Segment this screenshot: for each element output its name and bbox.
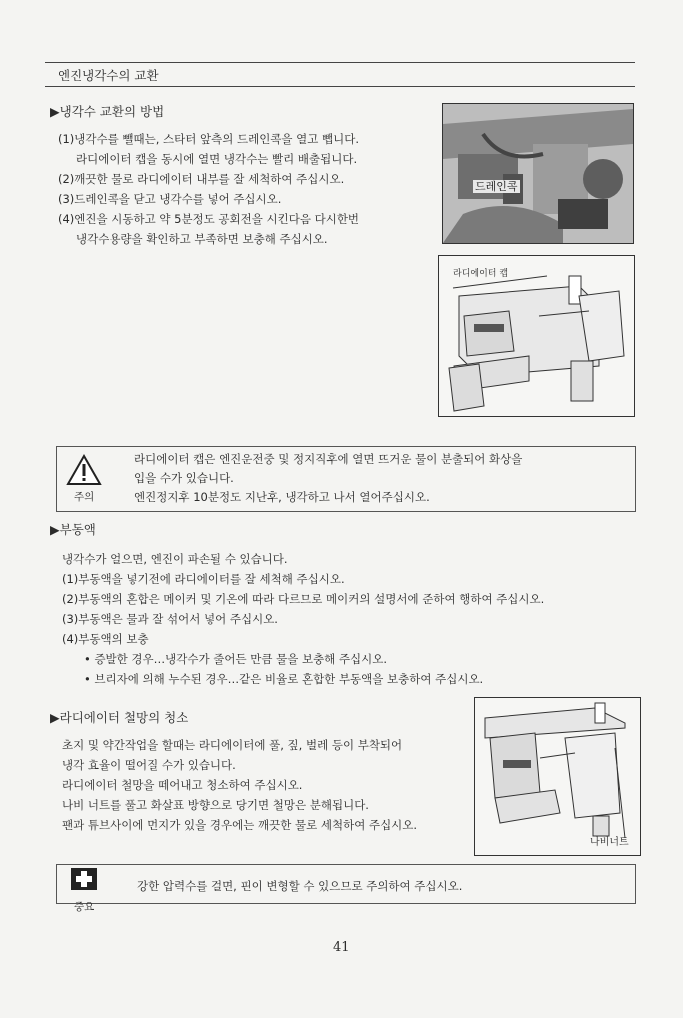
section-heading-replace: ▶냉각수 교환의 방법 — [50, 104, 165, 119]
replace-step: (4)엔진을 시동하고 약 5분정도 공회전을 시킨다음 다시한번 — [58, 212, 360, 226]
replace-step: 라디에이터 캡을 동시에 열면 냉각수는 빨리 배출됩니다. — [76, 152, 358, 166]
antifreeze-line: (1)부동액을 넣기전에 라디에이터를 잘 세척해 주십시오. — [62, 572, 345, 586]
caution-label: 주의 — [74, 491, 95, 503]
section-heading-antifreeze: ▶부동액 — [50, 522, 96, 537]
antifreeze-bullet: • 증발한 경우…냉각수가 줄어든 만큼 물을 보충해 주십시오. — [84, 652, 388, 666]
caution-text: 입을 수가 있습니다. — [134, 471, 234, 485]
antifreeze-line: (4)부동액의 보충 — [62, 632, 149, 646]
radiator-cap-label: 라디에이터 캡 — [453, 269, 509, 279]
page-title: 엔진냉각수의 교환 — [58, 68, 159, 83]
radiator-cap-diagram — [438, 255, 635, 417]
antifreeze-bullet: • 브리자에 의해 누수된 경우…같은 비율로 혼합한 부동액을 보충하여 주십시오. — [84, 672, 484, 686]
drain-cock-label: 드레인콕 — [475, 180, 518, 193]
screen-line: 냉각 효율이 떨어질 수가 있습니다. — [62, 758, 236, 772]
caution-text: 엔진정지후 10분정도 지난후, 냉각하고 나서 열어주십시오. — [134, 490, 430, 504]
wing-nut-label: 나비너트 — [590, 837, 629, 848]
antifreeze-line: (2)부동액의 혼합은 메이커 및 기온에 따라 다르므로 메이커의 설명서에 준하여 행하여 주십시오. — [62, 592, 545, 606]
replace-step: 냉각수용량을 확인하고 부족하면 보충해 주십시오. — [76, 232, 328, 246]
screen-line: 팬과 튜브사이에 먼지가 있을 경우에는 깨끗한 물로 세척하여 주십시오. — [62, 818, 418, 832]
replace-step: (3)드레인콕을 닫고 냉각수를 넣어 주십시오. — [58, 192, 282, 206]
antifreeze-line: 냉각수가 얼으면, 엔진이 파손될 수 있습니다. — [62, 552, 288, 566]
important-label: 중요 — [74, 901, 95, 913]
replace-step: (1)냉각수를 뺄때는, 스타터 앞측의 드레인콕을 열고 뺍니다. — [58, 132, 360, 146]
replace-step: (2)깨끗한 물로 라디에이터 내부를 잘 세척하여 주십시오. — [58, 172, 345, 186]
screen-line: 라디에이터 철망을 떼어내고 청소하여 주십시오. — [62, 778, 303, 792]
screen-line: 나비 너트를 풀고 화살표 방향으로 당기면 철망은 분해됩니다. — [62, 798, 369, 812]
page-number: 41 — [333, 940, 350, 955]
header-bottom-rule — [45, 86, 635, 87]
wing-nut-diagram — [474, 697, 641, 856]
caution-text: 라디에이터 캡은 엔진운전중 및 정지직후에 열면 뜨거운 물이 분출되어 화상을 — [134, 452, 523, 466]
engine-drain-photo — [442, 103, 634, 244]
section-heading-screen: ▶라디에이터 철망의 청소 — [50, 710, 189, 725]
important-text: 강한 압력수를 걸면, 핀이 변형할 수 있으므로 주의하여 주십시오. — [137, 879, 463, 893]
warning-icon — [66, 454, 102, 489]
header-top-rule — [45, 62, 635, 63]
screen-line: 초지 및 약간작업을 할때는 라디에이터에 풀, 짚, 벌레 등이 부착되어 — [62, 738, 403, 752]
antifreeze-line: (3)부동액은 물과 잘 섞어서 넣어 주십시오. — [62, 612, 278, 626]
first-aid-cross-icon — [71, 868, 97, 893]
